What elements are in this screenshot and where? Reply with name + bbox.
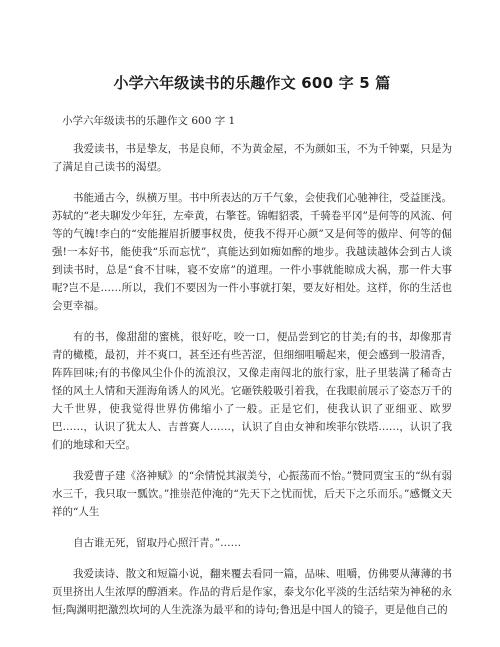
- paragraph-5: 自古谁无死，留取丹心照汗青。”……: [73, 537, 242, 549]
- paragraph-2: 书能通古今，纵横万里。书中所表达的万千气象，会使我们心驰神往，受益匪浅。苏轼的“老夫聊发少年狂，左牵黄，右擎苍。锦帽貂裘，千骑卷平冈”是何等的风流、何等的气魄!李白的“安能摧眉折腰事权贵，使我不得开心颜”又是何等的傲岸、何等的倔强!一本好书，能使我“乐而忘忧”，真能达到如痴如醉的地步。我越读越体会到古人谈到读书时，总是“食不甘味，寝不安席”的道理。一件小事就能晾成大祸，那一件大事呢?岂不是……所以，我们不要因为一件小事就打架，要友好相处。这样，你的生活也会更幸福。: [52, 192, 452, 312]
- paragraph-6: 我爱读诗、散文和短篇小说，翻来覆去看同一篇，品味、咀嚼，仿佛要从薄薄的书页里挤出人生浓厚的醇酒来。作品的背后是作家，泰戈尔化平淡的生活结荣为神秘的永恒;陶渊明把激烈坎坷的人生洗涤为最平和的诗句;鲁迅是中国人的镜子，更是他自己的: [52, 568, 452, 616]
- section-heading: 小学六年级读书的乐趣作文 600 字 1: [62, 115, 236, 127]
- paragraph-4: 我爱曹子建《洛神赋》的“余情悦其淑美兮，心振荡而不怡。”赞同贾宝玉的“纵有弱水三千，我只取一瓢饮。”推崇范仲淹的“先天下之忧而忧，后天下之乐而乐。”感慨文天祥的“人生: [52, 470, 452, 518]
- paragraph-3: 有的书，像甜甜的蜜桃，很好吃，咬一口，便品尝到它的甘美;有的书，却像那青青的橄榄，最初，并不爽口，甚至还有些苦涩，但细细咀嚼起来，便会感到一股清香，阵阵回味;有的书像风尘仆仆的流浪汉，又像走南闯北的旅行家，肚子里装满了稀奇古怪的风土人情和天涯海角诱人的风光。它砸铁般吸引着我，在我眼前展示了姿态万千的大千世界，使我觉得世界仿佛缩小了一般。正是它们，使我认识了亚细亚、欧罗巴……，认识了犹太人、吉普赛人……，认识了自由女神和埃菲尔铁塔……，认识了我们的地球和天空。: [52, 331, 452, 451]
- paragraph-1: 我爱读书，书是挚友，书是良师，不为黄金屋，不为颜如玉，不为千钟粟，只是为了满足自己读书的渴望。: [52, 143, 452, 173]
- document-title: 小学六年级读书的乐趣作文 600 字 5 篇: [113, 74, 391, 92]
